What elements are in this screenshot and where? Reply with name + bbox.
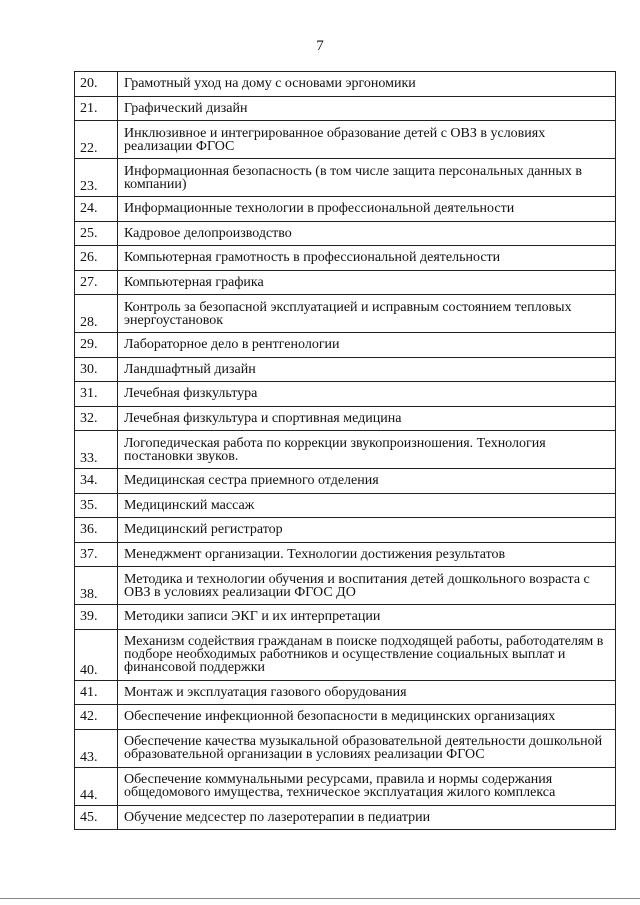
program-title: Контроль за безопасной эксплуатацией и исправным состоянием тепловых энергоустановок bbox=[118, 295, 616, 333]
row-number: 35. bbox=[75, 493, 118, 518]
program-title: Обеспечение качества музыкальной образовательной деятельности дошкольной образовательной организации в условиях реализации ФГОС bbox=[118, 729, 616, 767]
table-row bbox=[75, 469, 616, 494]
program-title: Инклюзивное и интегрированное образование детей с ОВЗ в условиях реализации ФГОС bbox=[118, 121, 616, 159]
table-row bbox=[75, 542, 616, 567]
row-number: 22. bbox=[75, 121, 118, 159]
table-row bbox=[75, 121, 616, 159]
row-number: 31. bbox=[75, 382, 118, 407]
program-title: Информационные технологии в профессиональной деятельности bbox=[118, 197, 616, 222]
program-title: Кадровое делопроизводство bbox=[118, 221, 616, 246]
program-title: Медицинский массаж bbox=[118, 493, 616, 518]
row-number: 36. bbox=[75, 518, 118, 543]
table-row bbox=[75, 221, 616, 246]
table-row bbox=[75, 767, 616, 805]
program-title: Грамотный уход на дому с основами эргономики bbox=[118, 72, 616, 97]
table-row bbox=[75, 629, 616, 680]
row-number: 20. bbox=[75, 72, 118, 97]
program-title: Лечебная физкультура bbox=[118, 382, 616, 407]
program-title: Обеспечение инфекционной безопасности в медицинских организациях bbox=[118, 705, 616, 730]
table-row bbox=[75, 493, 616, 518]
table-row bbox=[75, 729, 616, 767]
program-title: Лечебная физкультура и спортивная медицина bbox=[118, 406, 616, 431]
table-row bbox=[75, 333, 616, 358]
table-row bbox=[75, 96, 616, 121]
table-row bbox=[75, 72, 616, 97]
program-title: Методики записи ЭКГ и их интерпретации bbox=[118, 605, 616, 630]
table-row bbox=[75, 357, 616, 382]
table-row bbox=[75, 197, 616, 222]
program-title: Компьютерная графика bbox=[118, 270, 616, 295]
table-row bbox=[75, 246, 616, 271]
table-row bbox=[75, 605, 616, 630]
row-number: 27. bbox=[75, 270, 118, 295]
program-title: Менеджмент организации. Технологии достижения результатов bbox=[118, 542, 616, 567]
page-number: 7 bbox=[316, 38, 324, 54]
program-table bbox=[74, 71, 616, 830]
program-title: Медицинская сестра приемного отделения bbox=[118, 469, 616, 494]
row-number: 34. bbox=[75, 469, 118, 494]
row-number: 44. bbox=[75, 767, 118, 805]
row-number: 41. bbox=[75, 680, 118, 705]
table-row bbox=[75, 295, 616, 333]
row-number: 40. bbox=[75, 629, 118, 680]
program-title: Логопедическая работа по коррекции звукопроизношения. Технология постановки звуков. bbox=[118, 431, 616, 469]
row-number: 25. bbox=[75, 221, 118, 246]
row-number: 21. bbox=[75, 96, 118, 121]
row-number: 26. bbox=[75, 246, 118, 271]
row-number: 24. bbox=[75, 197, 118, 222]
program-title: Обеспечение коммунальными ресурсами, правила и нормы содержания общедомового имущества, техническое эксплуатация жилого комплекса bbox=[118, 767, 616, 805]
program-title: Медицинский регистратор bbox=[118, 518, 616, 543]
program-title: Монтаж и эксплуатация газового оборудования bbox=[118, 680, 616, 705]
row-number: 42. bbox=[75, 705, 118, 730]
row-number: 33. bbox=[75, 431, 118, 469]
row-number: 23. bbox=[75, 159, 118, 197]
page-bottom-rule bbox=[0, 898, 640, 899]
row-number: 37. bbox=[75, 542, 118, 567]
program-title: Механизм содействия гражданам в поиске подходящей работы, работодателям в подборе необходимых работников и осуществление социальных выплат и финансовой поддержки bbox=[118, 629, 616, 680]
table-row bbox=[75, 567, 616, 605]
row-number: 43. bbox=[75, 729, 118, 767]
table-row bbox=[75, 705, 616, 730]
row-number: 28. bbox=[75, 295, 118, 333]
table-row bbox=[75, 382, 616, 407]
table-row bbox=[75, 406, 616, 431]
row-number: 30. bbox=[75, 357, 118, 382]
row-number: 39. bbox=[75, 605, 118, 630]
program-title: Графический дизайн bbox=[118, 96, 616, 121]
table-row bbox=[75, 805, 616, 830]
table-row bbox=[75, 680, 616, 705]
table-row bbox=[75, 518, 616, 543]
program-title: Обучение медсестер по лазеротерапии в педиатрии bbox=[118, 805, 616, 830]
table-row bbox=[75, 159, 616, 197]
table-row bbox=[75, 431, 616, 469]
table-row bbox=[75, 270, 616, 295]
row-number: 32. bbox=[75, 406, 118, 431]
program-title: Методика и технологии обучения и воспитания детей дошкольного возраста с ОВЗ в условиях реализации ФГОС ДО bbox=[118, 567, 616, 605]
program-title: Компьютерная грамотность в профессиональной деятельности bbox=[118, 246, 616, 271]
row-number: 45. bbox=[75, 805, 118, 830]
row-number: 29. bbox=[75, 333, 118, 358]
program-title: Ландшафтный дизайн bbox=[118, 357, 616, 382]
program-title: Лабораторное дело в рентгенологии bbox=[118, 333, 616, 358]
program-title: Информационная безопасность (в том числе защита персональных данных в компании) bbox=[118, 159, 616, 197]
row-number: 38. bbox=[75, 567, 118, 605]
